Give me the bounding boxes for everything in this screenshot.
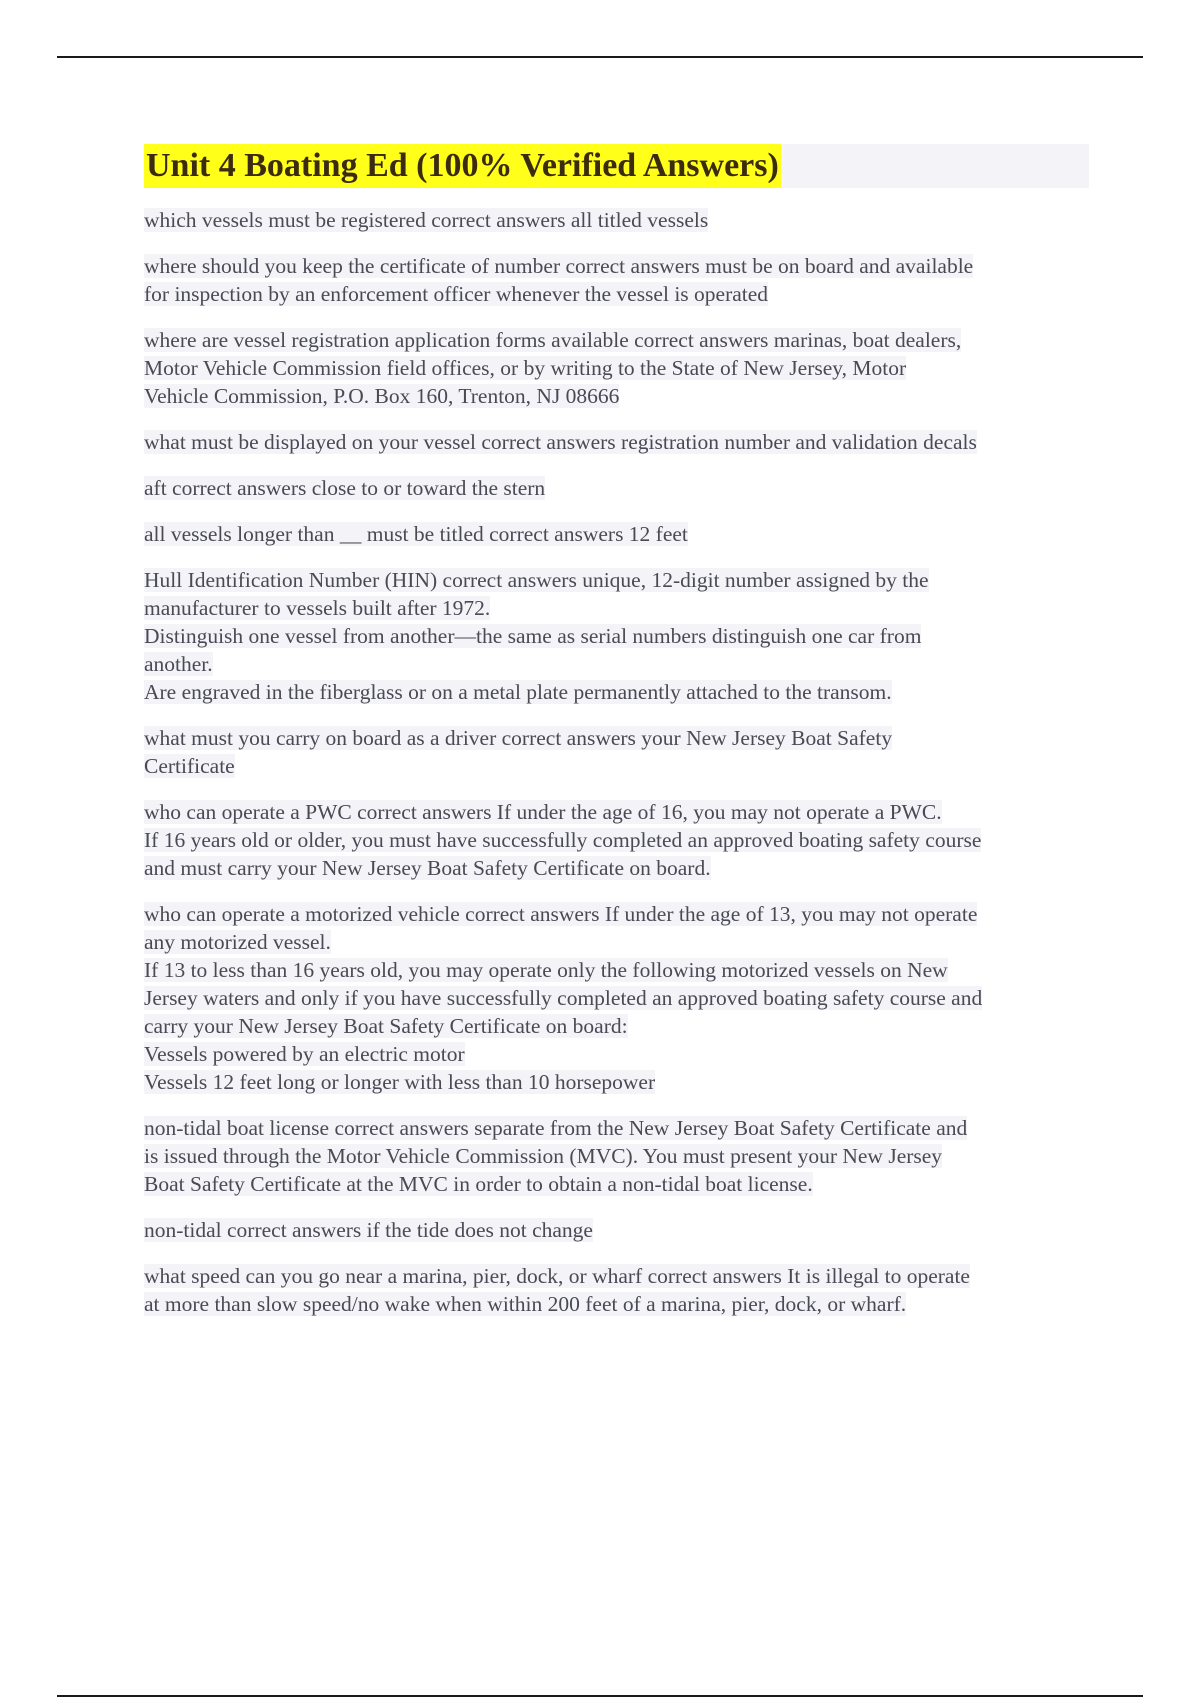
qa-line (144, 1012, 1089, 1040)
qa-entry (144, 566, 1089, 706)
qa-line-text: Vessels 12 feet long or longer with less than 10 horsepower (144, 1070, 656, 1094)
qa-line-text: Boat Safety Certificate at the MVC in order to obtain a non-tidal boat license. (144, 1172, 813, 1196)
qa-line (144, 650, 1089, 678)
qa-line (144, 724, 1089, 752)
qa-line-text: Are engraved in the fiberglass or on a metal plate permanently attached to the transom. (144, 680, 892, 704)
qa-line-text: aft correct answers close to or toward the stern (144, 476, 546, 500)
qa-line-text: who can operate a motorized vehicle correct answers If under the age of 13, you may not operate (144, 902, 978, 926)
qa-line (144, 798, 1089, 826)
qa-line (144, 1290, 1089, 1318)
qa-line (144, 382, 1089, 410)
qa-line-text: all vessels longer than __ must be titled correct answers 12 feet (144, 522, 688, 546)
qa-line (144, 354, 1089, 382)
qa-entry (144, 252, 1089, 308)
qa-line (144, 752, 1089, 780)
qa-line-text: at more than slow speed/no wake when within 200 feet of a marina, pier, dock, or wharf. (144, 1292, 907, 1316)
qa-line-text: manufacturer to vessels built after 1972. (144, 596, 491, 620)
qa-line (144, 984, 1089, 1012)
qa-line (144, 520, 1089, 548)
qa-line (144, 474, 1089, 502)
qa-line-text: If 16 years old or older, you must have successfully completed an approved boating safety course (144, 828, 982, 852)
qa-line (144, 826, 1089, 854)
qa-line-text: non-tidal boat license correct answers separate from the New Jersey Boat Safety Certificate and (144, 1116, 968, 1140)
document-body (144, 144, 1089, 1336)
qa-line (144, 1262, 1089, 1290)
qa-line (144, 206, 1089, 234)
qa-line-text: Motor Vehicle Commission field offices, or by writing to the State of New Jersey, Motor (144, 356, 907, 380)
bottom-rule (57, 1695, 1143, 1697)
qa-entry (144, 798, 1089, 882)
qa-line-text: Jersey waters and only if you have successfully completed an approved boating safety course and (144, 986, 983, 1010)
qa-line-text: what must you carry on board as a driver correct answers your New Jersey Boat Safety (144, 726, 893, 750)
qa-line-text: which vessels must be registered correct answers all titled vessels (144, 208, 709, 232)
qa-entry (144, 326, 1089, 410)
qa-line (144, 428, 1089, 456)
qa-entry (144, 520, 1089, 548)
qa-line-text: for inspection by an enforcement officer whenever the vessel is operated (144, 282, 769, 306)
qa-line-text: Hull Identification Number (HIN) correct answers unique, 12-digit number assigned by the (144, 568, 929, 592)
qa-line (144, 280, 1089, 308)
title-band (144, 144, 1089, 188)
page-title: Unit 4 Boating Ed (100% Verified Answers) (144, 144, 781, 188)
qa-line (144, 854, 1089, 882)
qa-line (144, 1216, 1089, 1244)
qa-line-text: what must be displayed on your vessel correct answers registration number and validation decals (144, 430, 977, 454)
qa-list (144, 206, 1089, 1318)
qa-line-text: carry your New Jersey Boat Safety Certificate on board: (144, 1014, 628, 1038)
qa-line-text: who can operate a PWC correct answers If under the age of 16, you may not operate a PWC. (144, 800, 942, 824)
qa-line-text: any motorized vessel. (144, 930, 331, 954)
qa-line (144, 622, 1089, 650)
qa-line (144, 1170, 1089, 1198)
top-rule (57, 56, 1143, 58)
qa-entry (144, 474, 1089, 502)
qa-line (144, 1068, 1089, 1096)
qa-entry (144, 1216, 1089, 1244)
qa-line (144, 1040, 1089, 1068)
qa-entry (144, 1262, 1089, 1318)
qa-line (144, 252, 1089, 280)
qa-entry (144, 1114, 1089, 1198)
qa-line-text: where are vessel registration application forms available correct answers marinas, boat dealers, (144, 328, 962, 352)
qa-line-text: what speed can you go near a marina, pier, dock, or wharf correct answers It is illegal to operate (144, 1264, 970, 1288)
qa-line-text: where should you keep the certificate of number correct answers must be on board and available (144, 254, 974, 278)
qa-entry (144, 428, 1089, 456)
qa-line (144, 1114, 1089, 1142)
qa-entry (144, 206, 1089, 234)
qa-line-text: If 13 to less than 16 years old, you may operate only the following motorized vessels on New (144, 958, 948, 982)
qa-line-text: and must carry your New Jersey Boat Safety Certificate on board. (144, 856, 711, 880)
qa-line-text: Distinguish one vessel from another—the same as serial numbers distinguish one car from (144, 624, 922, 648)
qa-line (144, 678, 1089, 706)
qa-line-text: Vehicle Commission, P.O. Box 160, Trenton, NJ 08666 (144, 384, 620, 408)
qa-line-text: Certificate (144, 754, 235, 778)
qa-entry (144, 900, 1089, 1096)
qa-line (144, 594, 1089, 622)
qa-line-text: non-tidal correct answers if the tide does not change (144, 1218, 593, 1242)
qa-entry (144, 724, 1089, 780)
qa-line (144, 566, 1089, 594)
qa-line (144, 326, 1089, 354)
qa-line (144, 900, 1089, 928)
qa-line-text: is issued through the Motor Vehicle Commission (MVC). You must present your New Jersey (144, 1144, 943, 1168)
qa-line (144, 956, 1089, 984)
qa-line-text: Vessels powered by an electric motor (144, 1042, 465, 1066)
qa-line (144, 1142, 1089, 1170)
qa-line (144, 928, 1089, 956)
qa-line-text: another. (144, 652, 213, 676)
